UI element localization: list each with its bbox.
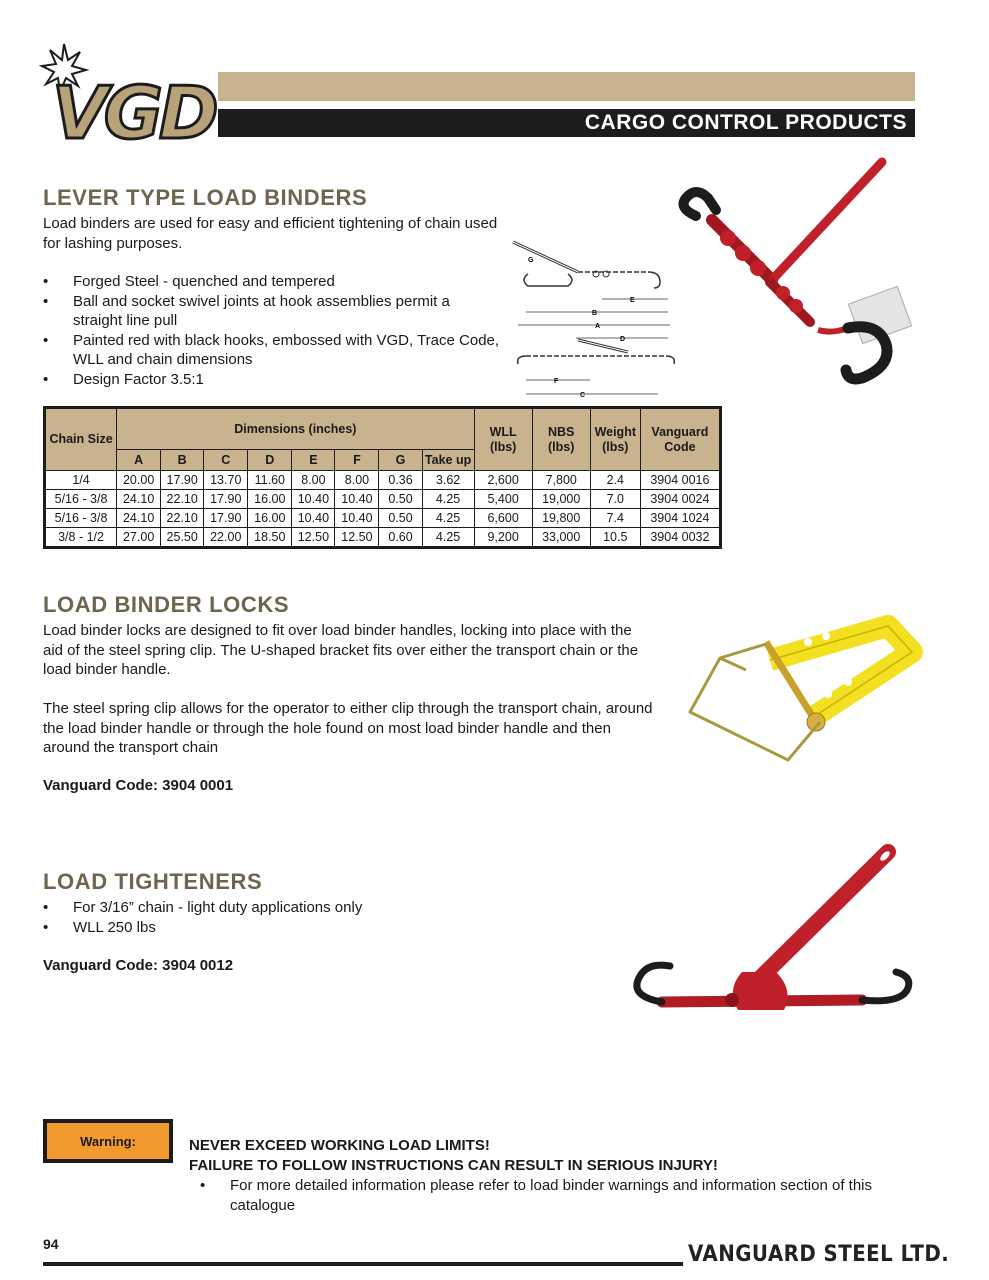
table-cell: 27.00 (117, 528, 161, 548)
table-cell: 19,000 (532, 490, 590, 509)
table-cell: 25.50 (161, 528, 204, 548)
table-row (45, 528, 721, 548)
header-tan-bar (218, 72, 915, 101)
table-cell: 17.90 (204, 490, 248, 509)
section-title-load-tighteners: LOAD TIGHTENERS (43, 869, 263, 894)
table-cell: 3904 0016 (640, 471, 720, 490)
table-cell: 5,400 (474, 490, 532, 509)
table-cell: 10.40 (292, 490, 335, 509)
banner-title: CARGO CONTROL PRODUCTS (584, 111, 907, 134)
table-cell: 7.4 (590, 509, 640, 528)
table-cell: 9,200 (474, 528, 532, 548)
diagram-label-c: C (580, 392, 586, 399)
warning-line-1: NEVER EXCEED WORKING LOAD LIMITS! (189, 1137, 490, 1154)
table-cell: 5/16 - 3/8 (45, 509, 117, 528)
list-item: • For 3/16” chain - light duty applications only (43, 898, 463, 918)
table-cell: 12.50 (335, 528, 379, 548)
binder-locks-para-1: Load binder locks are designed to fit over load binder handles, locking into place with the aid of the steel spring clip. The U-shaped bracket fits over either the transport chain or the load binder handle. (43, 622, 639, 678)
table-cell: 16.00 (248, 509, 292, 528)
load-tighteners-features (43, 898, 463, 937)
table-cell: 4.25 (422, 528, 474, 548)
table-row (45, 471, 721, 490)
table-cell: 18.50 (248, 528, 292, 548)
header-dim-a: A (117, 450, 161, 471)
header-dim-d: D (248, 450, 292, 471)
lever-binders-intro: Load binders are used for easy and efficient tightening of chain used for lashing purposes. (43, 215, 498, 252)
table-cell: 3/8 - 1/2 (45, 528, 117, 548)
table-cell: 17.90 (204, 509, 248, 528)
diagram-label-f: F (554, 378, 559, 385)
table-cell: 10.40 (292, 509, 335, 528)
section-title-binder-locks: LOAD BINDER LOCKS (43, 592, 290, 617)
table-cell: 10.40 (335, 490, 379, 509)
diagram-label-d: D (620, 336, 626, 343)
page-number: 94 (43, 1236, 59, 1252)
table-cell: 24.10 (117, 490, 161, 509)
diagram-label-a: A (595, 323, 601, 330)
header-dim-g: G (379, 450, 422, 471)
table-cell: 7.0 (590, 490, 640, 509)
header-wll: WLL (lbs) (474, 408, 532, 471)
list-item: • For more detailed information please refer to load binder warnings and information section of this catalogue (200, 1176, 900, 1215)
list-item: • Forged Steel - quenched and tempered (43, 272, 503, 292)
header-banner (218, 109, 915, 137)
binder-locks-para-2: The steel spring clip allows for the operator to either clip through the transport chain, around the load binder handle or through the hole found on most load binder handle and then around the transport chain (43, 700, 653, 756)
table-cell: 8.00 (335, 471, 379, 490)
load-tightener-image (632, 844, 922, 1030)
section-title-lever-binders: LEVER TYPE LOAD BINDERS (43, 185, 368, 210)
warning-badge (43, 1119, 173, 1163)
table-cell: 4.25 (422, 490, 474, 509)
header-vanguard-code: Vanguard Code (640, 408, 720, 471)
table-cell: 3904 1024 (640, 509, 720, 528)
table-cell: 0.60 (379, 528, 422, 548)
list-item: • Painted red with black hooks, embossed with VGD, Trace Code, WLL and chain dimensions (43, 331, 503, 370)
list-item: • Ball and socket swivel joints at hook assemblies permit a straight line pull (43, 292, 503, 331)
table-cell: 8.00 (292, 471, 335, 490)
header-dim-f: F (335, 450, 379, 471)
table-cell: 6,600 (474, 509, 532, 528)
table-cell: 10.40 (335, 509, 379, 528)
list-item: • Design Factor 3.5:1 (43, 370, 503, 390)
lever-binder-image (668, 158, 918, 388)
table-cell: 2,600 (474, 471, 532, 490)
table-cell: 33,000 (532, 528, 590, 548)
diagram-label-b: B (592, 310, 598, 317)
vgd-logo (42, 44, 215, 155)
binder-lock-image (688, 622, 918, 767)
table-cell: 11.60 (248, 471, 292, 490)
header-dim-c: C (204, 450, 248, 471)
table-cell: 0.50 (379, 509, 422, 528)
warning-notes (200, 1176, 900, 1215)
load-tighteners-code: Vanguard Code: 3904 0012 (43, 957, 234, 974)
table-cell: 4.25 (422, 509, 474, 528)
header-dim-e: E (292, 450, 335, 471)
binder-dimension-diagram (508, 234, 678, 404)
diagram-label-g: G (528, 257, 534, 264)
table-cell: 24.10 (117, 509, 161, 528)
warning-label: Warning: (47, 1123, 169, 1159)
header-take-up: Take up (422, 450, 474, 471)
table-cell: 19,800 (532, 509, 590, 528)
table-cell: 12.50 (292, 528, 335, 548)
footer-rule (43, 1262, 683, 1266)
table-cell: 0.36 (379, 471, 422, 490)
table-cell: 17.90 (161, 471, 204, 490)
list-item: • WLL 250 lbs (43, 918, 463, 938)
table-cell: 1/4 (45, 471, 117, 490)
table-cell: 5/16 - 3/8 (45, 490, 117, 509)
table-cell: 3904 0032 (640, 528, 720, 548)
table-cell: 3904 0024 (640, 490, 720, 509)
spec-table (43, 406, 722, 549)
table-cell: 22.10 (161, 490, 204, 509)
header-dimensions: Dimensions (inches) (117, 408, 475, 450)
table-cell: 7,800 (532, 471, 590, 490)
table-row (45, 490, 721, 509)
table-cell: 10.5 (590, 528, 640, 548)
warning-line-2: FAILURE TO FOLLOW INSTRUCTIONS CAN RESULT IN SERIOUS INJURY! (189, 1157, 718, 1174)
logo-text: VGD (52, 71, 215, 155)
header-chain-size: Chain Size (45, 408, 117, 471)
table-cell: 16.00 (248, 490, 292, 509)
table-cell: 3.62 (422, 471, 474, 490)
lever-binders-features (43, 272, 503, 389)
binder-locks-code: Vanguard Code: 3904 0001 (43, 777, 234, 794)
table-cell: 22.00 (204, 528, 248, 548)
table-cell: 2.4 (590, 471, 640, 490)
table-cell: 20.00 (117, 471, 161, 490)
table-cell: 0.50 (379, 490, 422, 509)
header-nbs: NBS (lbs) (532, 408, 590, 471)
table-cell: 22.10 (161, 509, 204, 528)
company-name: VANGUARD STEEL LTD. (688, 1242, 950, 1267)
table-row (45, 509, 721, 528)
header-dim-b: B (161, 450, 204, 471)
header-weight: Weight (lbs) (590, 408, 640, 471)
table-cell: 13.70 (204, 471, 248, 490)
diagram-label-e: E (630, 297, 635, 304)
